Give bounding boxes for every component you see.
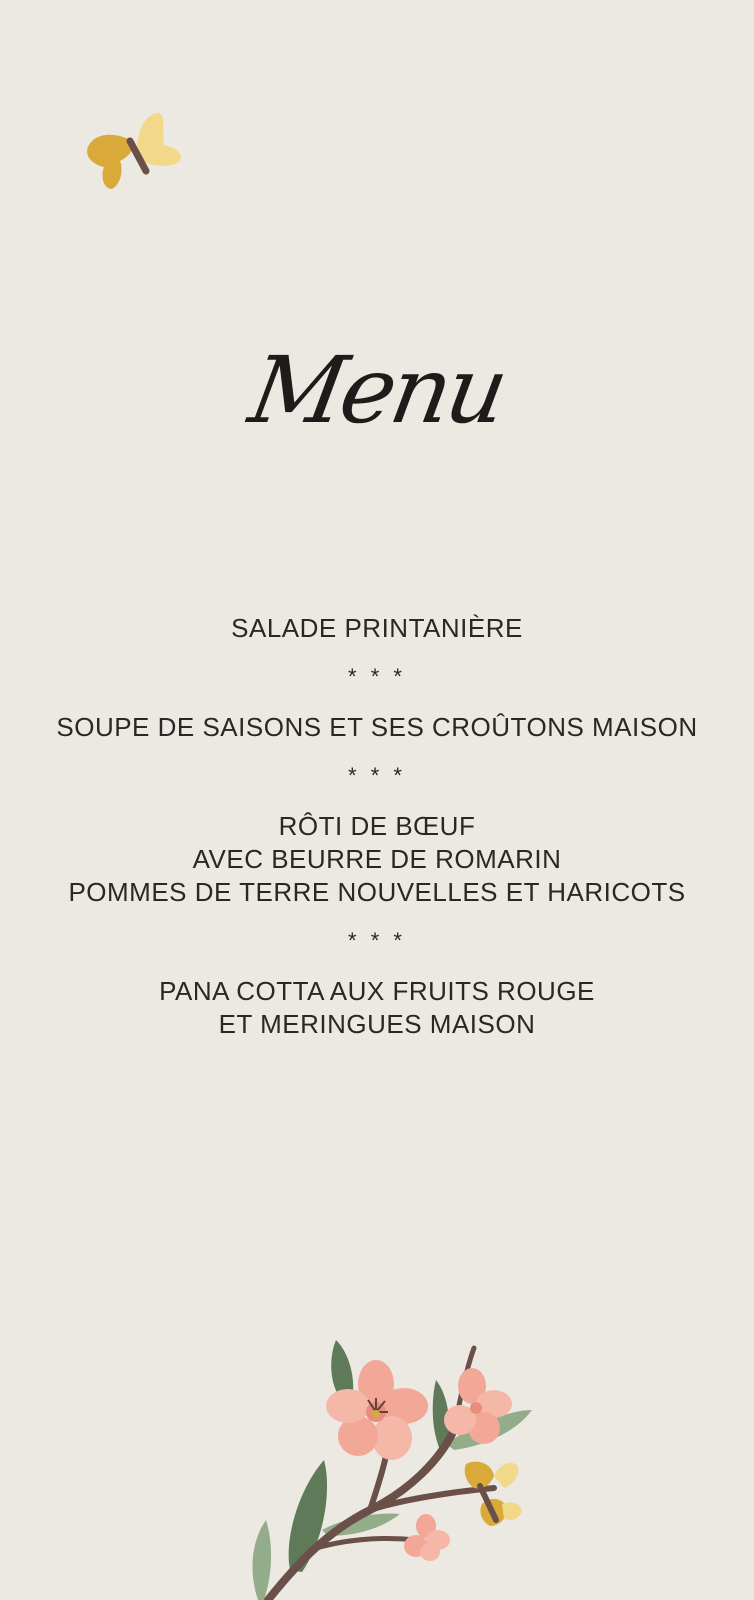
butterfly-icon: [80, 105, 190, 200]
course-line: SALADE PRINTANIÈRE: [231, 613, 523, 643]
menu-courses: [0, 612, 754, 1041]
course-line: RÔTI DE BŒUF: [278, 811, 476, 841]
course-main: [0, 810, 754, 909]
course-line: ET MERINGUES MAISON: [218, 1009, 536, 1039]
course-separator: * * *: [348, 664, 406, 689]
course-soup: [0, 711, 754, 744]
cherry-blossom-branch-icon: [240, 1340, 550, 1600]
course-line: POMMES DE TERRE NOUVELLES ET HARICOTS: [68, 877, 686, 907]
course-dessert: [0, 975, 754, 1041]
course-line: PANA COTTA AUX FRUITS ROUGE: [159, 976, 595, 1006]
course-separator: * * *: [348, 763, 406, 788]
course-starter: [0, 612, 754, 645]
course-separator: * * *: [348, 928, 406, 953]
page-title: Menu: [242, 337, 513, 444]
course-line: AVEC BEURRE DE ROMARIN: [192, 844, 562, 874]
course-line: SOUPE DE SAISONS ET SES CROÛTONS MAISON: [56, 712, 698, 742]
